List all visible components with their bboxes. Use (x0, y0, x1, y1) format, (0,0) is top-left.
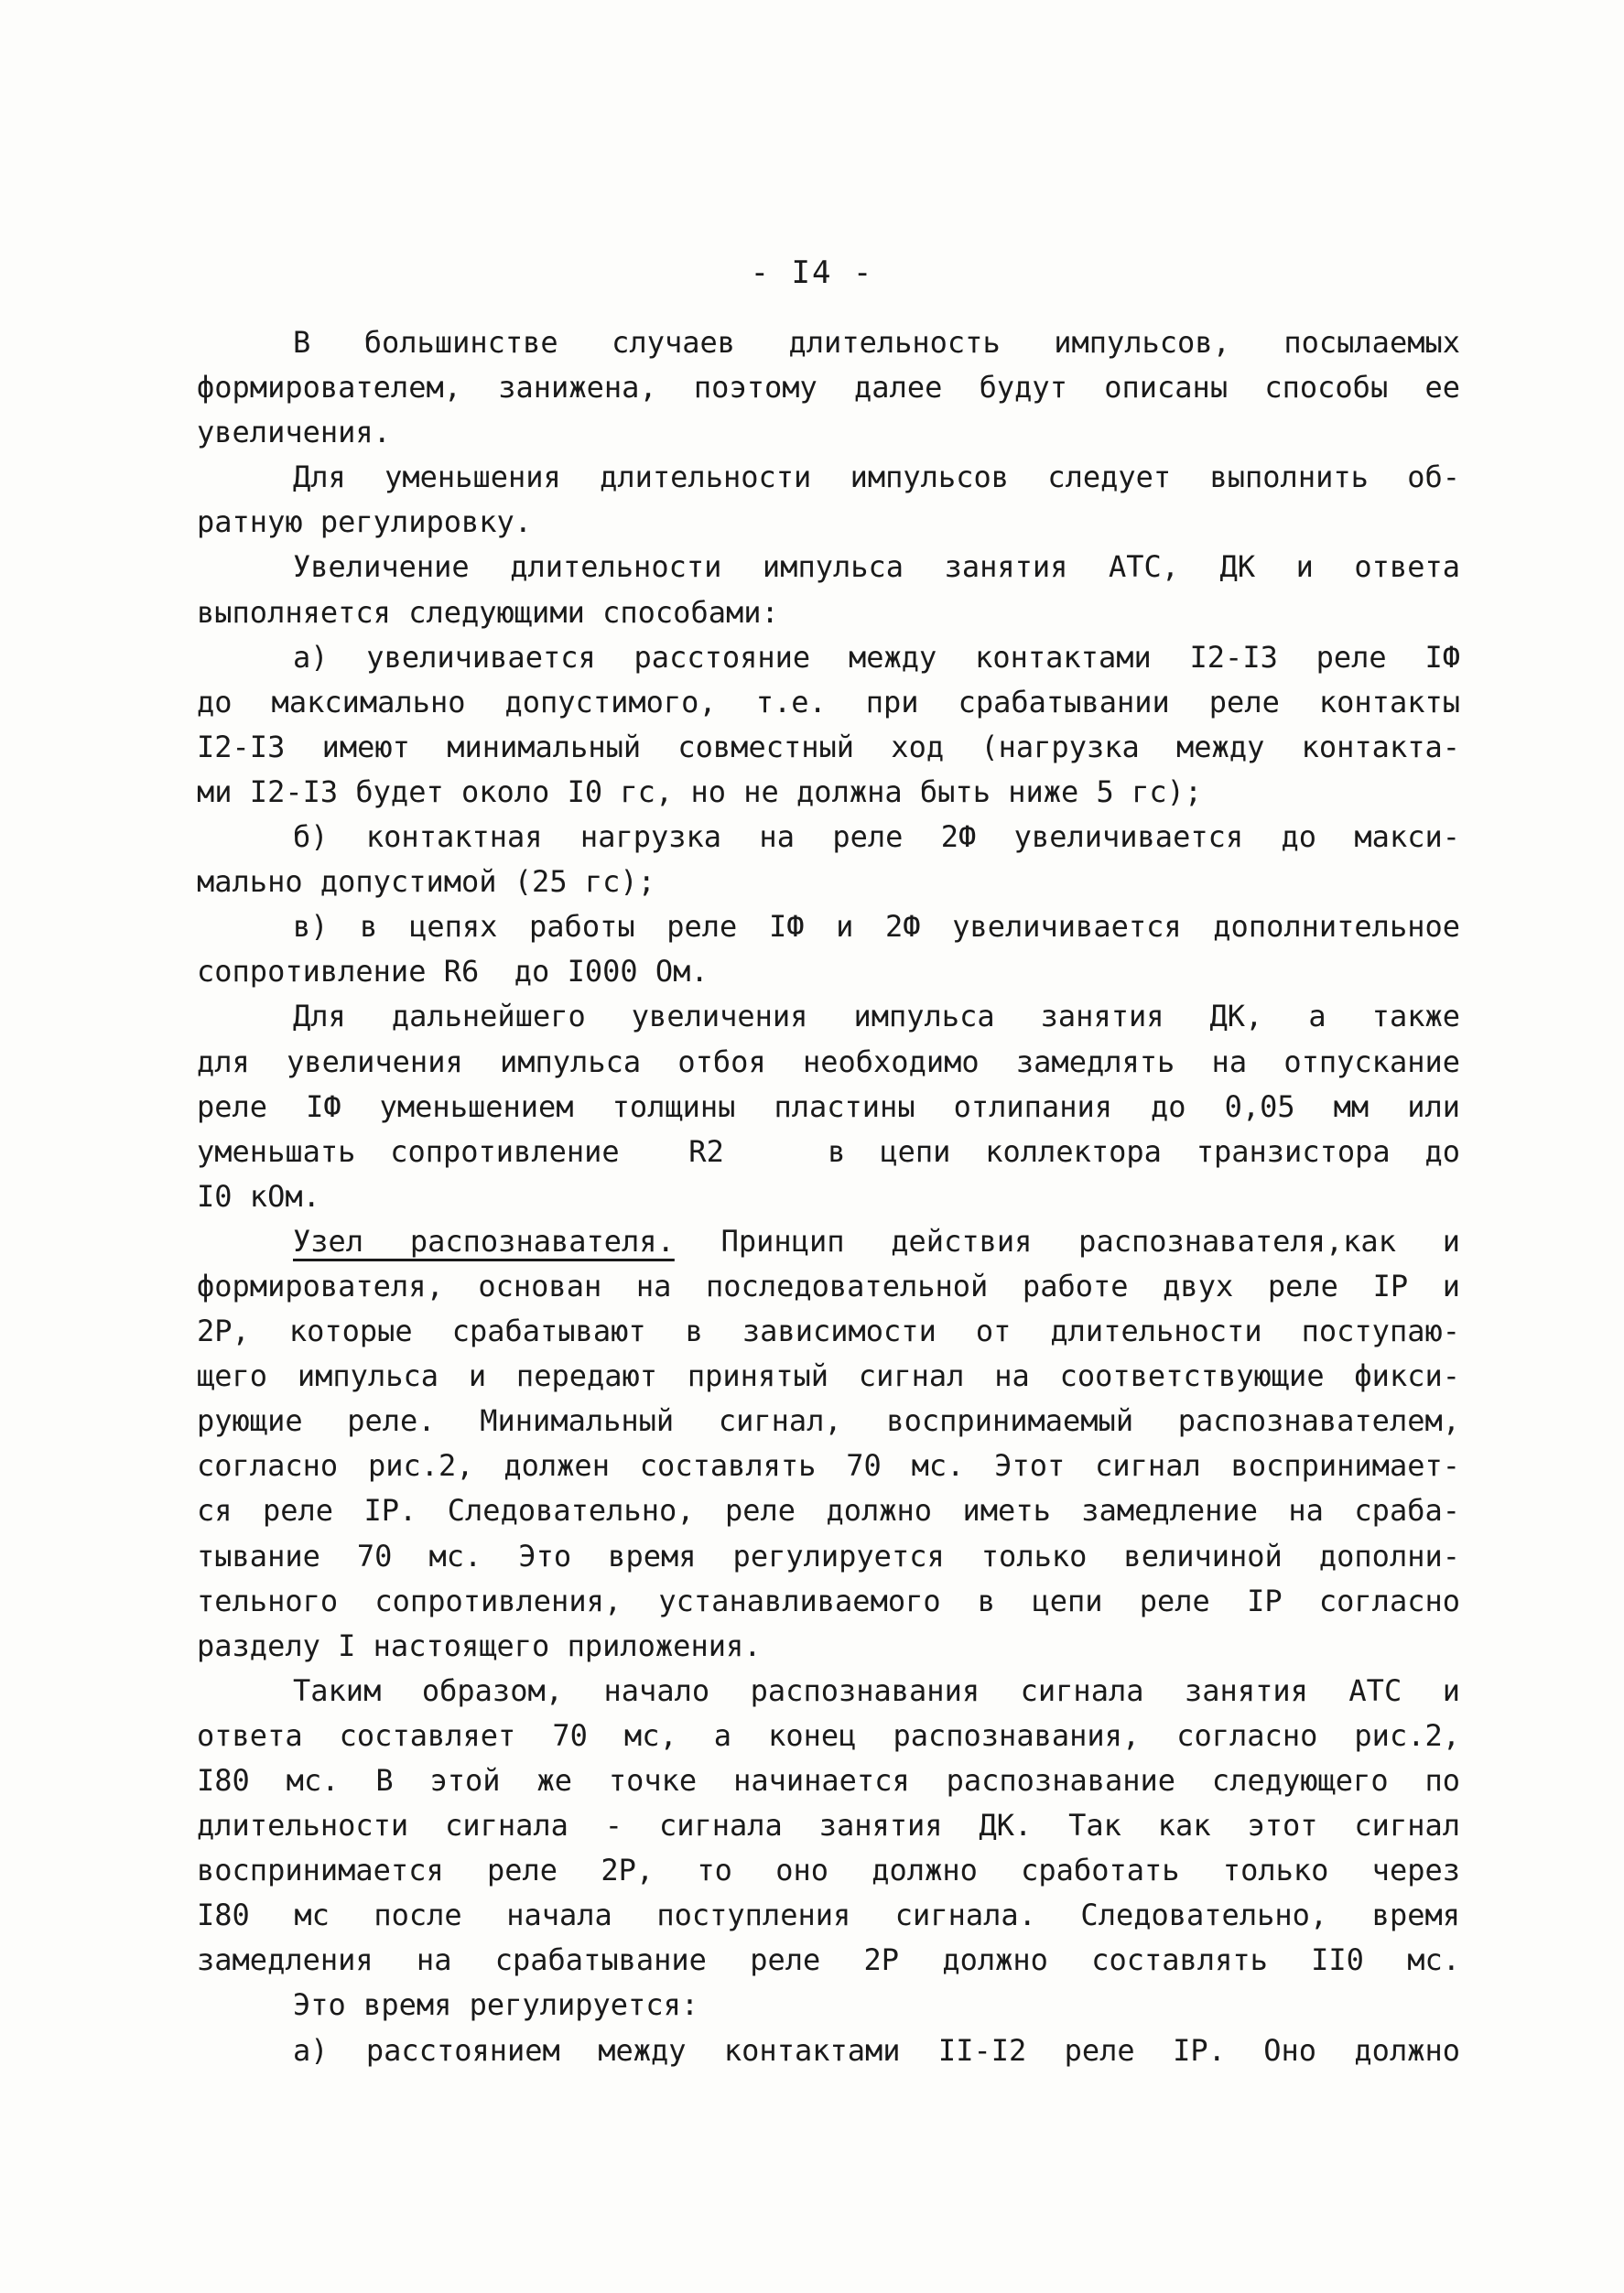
text-line: тывание 70 мс. Это время регулируется только величиной дополни- (197, 1538, 1460, 1574)
text-line: Увеличение длительности импульса занятия АТС, ДК и ответа (293, 549, 1460, 585)
body-text (197, 320, 1460, 2073)
text-line: ратную регулировку. (197, 504, 533, 540)
section-heading: Узел распознавателя. (293, 1223, 675, 1259)
text-line: I0 кОм. (197, 1178, 320, 1214)
text-line: Для уменьшения длительности импульсов следует выполнить об- (293, 460, 1460, 495)
text-line: ми I2-I3 будет около I0 гс, но не должна быть ниже 5 гс); (197, 773, 1203, 809)
text-line: щего импульса и передают принятый сигнал на соответствующие фикси- (197, 1358, 1460, 1394)
text-line: 2Р, которые срабатывают в зависимости от длительности поступаю- (197, 1314, 1460, 1349)
text-line: до максимально допустимого, т.е. при срабатывании реле контакты (197, 684, 1460, 719)
text-line: I80 мс после начала поступления сигнала. Следовательно, время (197, 1898, 1460, 1933)
text-line: мально допустимой (25 гс); (197, 864, 655, 900)
text-line: согласно рис.2, должен составлять 70 мс. Этот сигнал воспринимает- (197, 1448, 1460, 1484)
text-line: ся реле IР. Следовательно, реле должно иметь замедление на сраба- (197, 1493, 1460, 1529)
text-line: б) контактная нагрузка на реле 2Ф увеличивается до макси- (293, 819, 1460, 855)
text-line: формирователя, основан на последовательной работе двух реле IР и (197, 1268, 1460, 1303)
text-line: длительности сигнала - сигнала занятия ДК. Так как этот сигнал (197, 1808, 1460, 1844)
text-line: воспринимается реле 2Р, то оно должно сработать только через (197, 1853, 1460, 1888)
text-line: а) расстоянием между контактами II-I2 реле IР. Оно должно (293, 2032, 1460, 2068)
text-line: разделу I настоящего приложения. (197, 1628, 762, 1663)
text-line: сопротивление R6 до I000 Ом. (197, 954, 709, 990)
text-line: Для дальнейшего увеличения импульса занятия ДК, а также (293, 999, 1460, 1034)
text-line: Это время регулируется: (293, 1987, 699, 2023)
text-line: В большинстве случаев длительность импульсов, посылаемых (293, 325, 1460, 360)
text-line: уменьшать сопротивление R2 в цепи коллектора транзистора до (197, 1133, 1460, 1169)
text-line: реле IФ уменьшением толщины пластины отлипания до 0,05 мм или (197, 1088, 1460, 1124)
text-line: I2-I3 имеют минимальный совместный ход (нагрузка между контакта- (197, 729, 1460, 764)
text-line: Таким образом, начало распознавания сигнала занятия АТС и (293, 1672, 1460, 1708)
heading-continuation: Принцип действия распознавателя,как и (674, 1223, 1461, 1259)
text-line: рующие реле. Минимальный сигнал, воспринимаемый распознавателем, (197, 1403, 1460, 1439)
text-line: формирователем, занижена, поэтому далее будут описаны способы ее (197, 370, 1460, 406)
text-line: увеличения. (197, 415, 391, 450)
text-line: замедления на срабатывание реле 2Р должно составлять II0 мс. (197, 1942, 1460, 1978)
text-line: выполняется следующими способами: (197, 594, 779, 630)
page-number: - I4 - (750, 254, 874, 291)
text-line: а) увеличивается расстояние между контактами I2-I3 реле IФ (293, 639, 1460, 675)
text-line: для увеличения импульса отбоя необходимо замедлять на отпускание (197, 1044, 1460, 1079)
text-line: I80 мс. В этой же точке начинается распознавание следующего по (197, 1763, 1460, 1798)
text-line: тельного сопротивления, устанавливаемого в цепи реле IР согласно (197, 1583, 1460, 1618)
text-line-with-heading (197, 1219, 1460, 1264)
text-line: в) в цепях работы реле IФ и 2Ф увеличивается дополнительное (293, 909, 1460, 945)
text-line: ответа составляет 70 мс, а конец распознавания, согласно рис.2, (197, 1717, 1460, 1753)
